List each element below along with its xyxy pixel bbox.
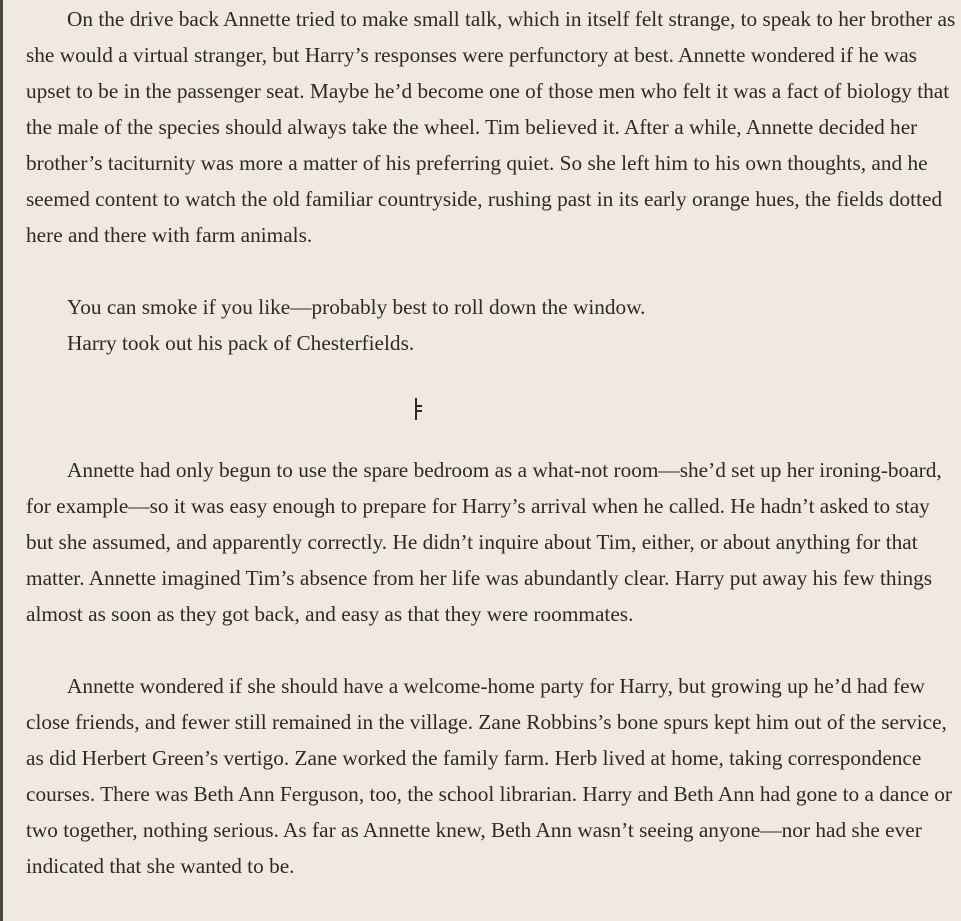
paragraph-1: On the drive back Annette tried to make small talk, which in itself felt strange, to speak to her brother as she would a virtual stranger, but Harry’s responses were perfunctory at best. Annette wondered if he was upset to be in the passenger seat. Maybe he’d become one of those men who felt it was a fact of biology that the male of the species should always take the wheel. Tim believed it. After a while, Annette decided her brother’s taciturnity was more a matter of his preferring quiet. So she left him to his own thoughts, and he seemed content to watch the old familiar countryside, rushing past in its early orange hues, the fields dotted here and there with farm animals. xyxy=(26,7,956,247)
paragraph-3: Harry took out his pack of Chesterfields. xyxy=(67,331,415,355)
paragraph-5: Annette wondered if she should have a welcome-home party for Harry, but growing up he’d had few close friends, and fewer still remained in the village. Zane Robbins’s bone spurs kept him out of the service, as did Herbert Green’s vertigo. Zane worked the family farm. Herb lived at home, taking correspondence courses. There was Beth Ann Ferguson, too, the school librarian. Harry and Beth Ann had gone to a dance or two together, nothing serious. As far as Annette knew, Beth Ann wasn’t seeing anyone—nor had she ever indicated that she wanted to be. xyxy=(26,674,952,878)
section-break xyxy=(26,398,961,430)
paragraph-4: Annette had only begun to use the spare bedroom as a what-not room—she’d set up her ironing-board, for example—so it was easy enough to prepare for Harry’s arrival when he called. He hadn’t asked to stay but she assumed, and apparently correctly. He didn’t inquire about Tim, either, or about anything for that matter. Annette imagined Tim’s absence from her life was abundantly clear. Harry put away his few things almost as soon as they got back, and easy as that they were roommates. xyxy=(26,458,942,626)
page-left-edge xyxy=(0,0,3,921)
section-break-ornament-icon xyxy=(415,398,422,420)
reading-page xyxy=(26,0,961,921)
paragraph-2: You can smoke if you like—probably best to roll down the window. xyxy=(67,295,646,319)
